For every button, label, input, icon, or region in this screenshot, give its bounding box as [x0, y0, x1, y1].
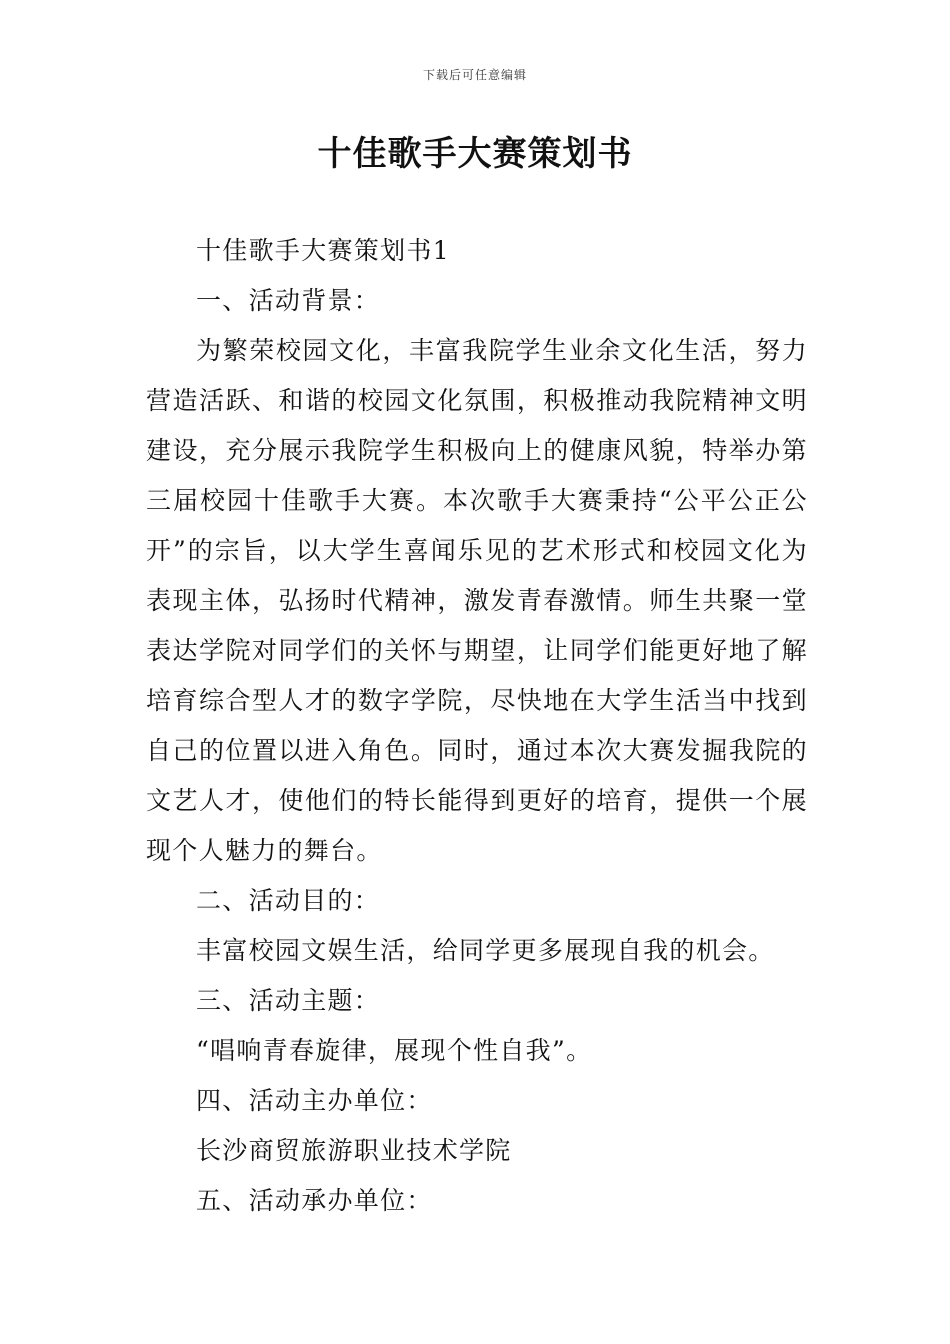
- section-heading-background: 一、活动背景：: [196, 286, 381, 315]
- section-heading-host: 五、活动承办单位：: [196, 1186, 433, 1215]
- section-heading-theme: 三、活动主题：: [196, 986, 381, 1015]
- section-heading-organizer: 四、活动主办单位：: [196, 1086, 433, 1115]
- section-heading-purpose: 二、活动目的：: [196, 886, 381, 915]
- document-body: [146, 226, 808, 1226]
- background-paragraph: 为繁荣校园文化，丰富我院学生业余文化生活，努力营造活跃、和谐的校园文化氛围，积极推动我院精神文明建设，充分展示我院学生积极向上的健康风貌，特举办第三届校园十佳歌手大赛。本次歌手大赛秉持“公平公正公开”的宗旨，以大学生喜闻乐见的艺术形式和校园文化为表现主体，弘扬时代精神，激发青春激情。师生共聚一堂表达学院对同学们的关怀与期望，让同学们能更好地了解培育综合型人才的数字学院，尽快地在大学生活当中找到自己的位置以进入角色。同时，通过本次大赛发掘我院的文艺人才，使他们的特长能得到更好的培育，提供一个展现个人魅力的舞台。: [146, 336, 808, 865]
- header-note: 下载后可任意编辑: [422, 68, 527, 82]
- organizer-paragraph: 长沙商贸旅游职业技术学院: [196, 1136, 512, 1165]
- purpose-paragraph: 丰富校园文娱生活，给同学更多展现自我的机会。: [196, 936, 775, 965]
- document-title: 十佳歌手大赛策划书: [317, 134, 633, 174]
- subtitle-paragraph: 十佳歌手大赛策划书1: [196, 236, 450, 265]
- theme-paragraph: “唱响青春旋律，展现个性自我”。: [196, 1036, 593, 1065]
